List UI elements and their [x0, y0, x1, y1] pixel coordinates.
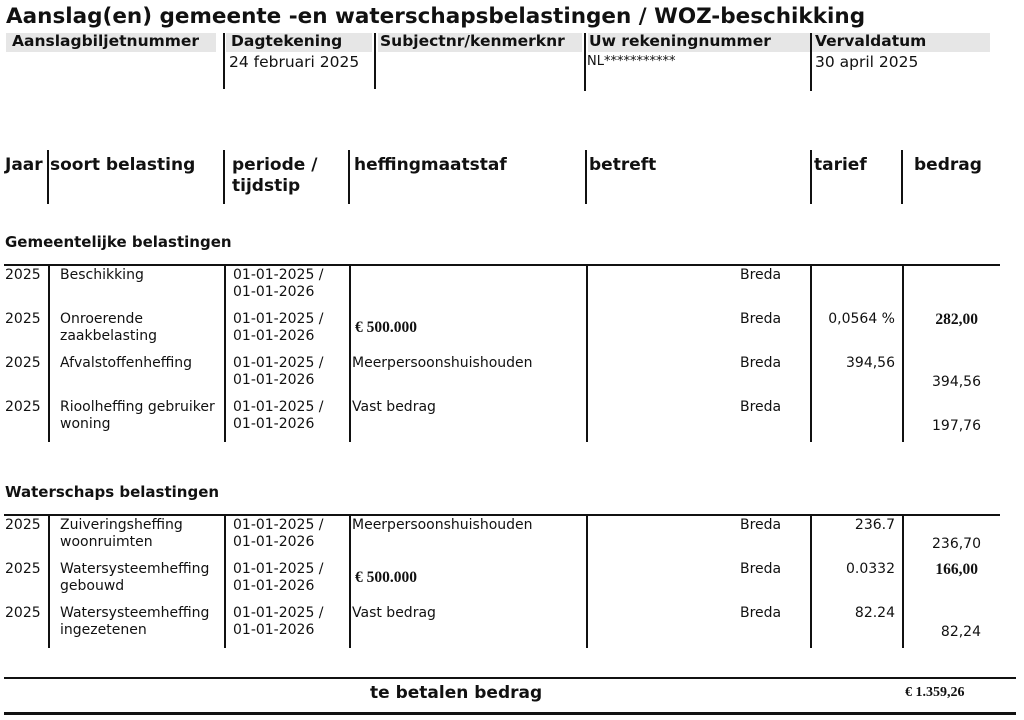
section-rule: [4, 264, 1000, 266]
column-divider: [810, 264, 812, 442]
divider: [374, 33, 376, 89]
cell-bedrag: 394,56: [932, 374, 981, 390]
cell-bedrag: 197,76: [932, 418, 981, 434]
cell-periode: 01-01-2026: [233, 578, 315, 594]
divider: [901, 150, 903, 204]
cell-periode: 01-01-2025 /: [233, 311, 324, 327]
cell-periode: 01-01-2026: [233, 328, 315, 344]
cell-periode: 01-01-2025 /: [233, 267, 324, 283]
column-divider: [902, 264, 904, 442]
cell-periode: 01-01-2025 /: [233, 561, 324, 577]
cell-soort-belasting: Beschikking: [60, 267, 144, 283]
column-header-soort: soort belasting: [50, 155, 196, 175]
column-header-periode-line1: periode /: [232, 155, 318, 175]
cell-periode: 01-01-2025 /: [233, 399, 324, 415]
cell-soort-belasting: gebouwd: [60, 578, 125, 594]
total-top-rule: [4, 677, 1016, 679]
column-header-periode: [232, 155, 317, 197]
cell-soort-belasting: Watersysteemheffing: [60, 561, 210, 577]
dagtekening-label: Dagtekening: [231, 32, 343, 50]
cell-betreft: Breda: [740, 517, 782, 533]
cell-bedrag: 282,00: [935, 311, 978, 328]
cell-jaar: 2025: [5, 399, 41, 415]
column-divider: [48, 514, 50, 648]
cell-jaar: 2025: [5, 561, 41, 577]
column-divider: [224, 264, 226, 442]
cell-jaar: 2025: [5, 267, 41, 283]
cell-periode: 01-01-2025 /: [233, 355, 324, 371]
cell-tarief: 394,56: [846, 355, 895, 371]
cell-betreft: Breda: [740, 605, 782, 621]
section-title: Gemeentelijke belastingen: [5, 233, 232, 251]
total-bottom-rule: [4, 712, 1016, 715]
cell-tarief: 236.7: [854, 517, 895, 533]
cell-periode: 01-01-2026: [233, 534, 315, 550]
cell-periode: 01-01-2026: [233, 416, 315, 432]
cell-tarief: 0,0564 %: [828, 311, 895, 327]
column-divider: [349, 514, 351, 648]
divider: [810, 150, 812, 204]
column-divider: [810, 514, 812, 648]
aanslagbiljetnummer-label: Aanslagbiljetnummer: [12, 32, 200, 50]
cell-soort-belasting: Afvalstoffenheffing: [60, 355, 193, 371]
cell-soort-belasting: zaakbelasting: [60, 328, 158, 344]
cell-soort-belasting: Watersysteemheffing: [60, 605, 210, 621]
subjectnr-label: Subjectnr/kenmerknr: [380, 32, 565, 50]
column-header-bedrag: bedrag: [914, 155, 982, 175]
column-header-jaar: Jaar: [5, 155, 43, 175]
cell-soort-belasting: woonruimten: [60, 534, 153, 550]
column-divider: [224, 514, 226, 648]
dagtekening-value: 24 februari 2025: [229, 53, 360, 71]
column-divider: [349, 264, 351, 442]
cell-heffingmaatstaf: € 500.000: [355, 319, 417, 336]
cell-heffingmaatstaf: € 500.000: [355, 569, 417, 586]
cell-heffingmaatstaf: Meerpersoonshuishouden: [352, 517, 533, 533]
divider: [584, 33, 586, 91]
cell-periode: 01-01-2026: [233, 622, 315, 638]
cell-periode: 01-01-2025 /: [233, 605, 324, 621]
divider: [223, 150, 225, 204]
divider: [585, 150, 587, 204]
column-divider: [586, 514, 588, 648]
cell-heffingmaatstaf: Meerpersoonshuishouden: [352, 355, 533, 371]
vervaldatum-value: 30 april 2025: [815, 53, 919, 71]
cell-jaar: 2025: [5, 517, 41, 533]
cell-betreft: Breda: [740, 399, 782, 415]
total-label: te betalen bedrag: [370, 683, 543, 703]
column-header-tarief: tarief: [814, 155, 867, 175]
divider: [223, 33, 225, 89]
cell-tarief: 0.0332: [846, 561, 895, 577]
column-divider: [902, 514, 904, 648]
cell-jaar: 2025: [5, 605, 41, 621]
column-divider: [586, 264, 588, 442]
section-rule: [4, 514, 1000, 516]
cell-betreft: Breda: [740, 311, 782, 327]
rekeningnummer-value: NL***********: [587, 54, 676, 69]
cell-soort-belasting: woning: [60, 416, 111, 432]
divider: [810, 33, 812, 91]
cell-bedrag: 166,00: [935, 561, 978, 578]
cell-jaar: 2025: [5, 311, 41, 327]
cell-soort-belasting: ingezetenen: [60, 622, 147, 638]
vervaldatum-label: Vervaldatum: [815, 32, 927, 50]
column-header-heffingmaatstaf: heffingmaatstaf: [354, 155, 507, 175]
section-title: Waterschaps belastingen: [5, 483, 220, 501]
cell-heffingmaatstaf: Vast bedrag: [352, 605, 436, 621]
column-divider: [48, 264, 50, 442]
column-header-periode-line2: tijdstip: [232, 176, 301, 196]
cell-periode: 01-01-2026: [233, 284, 315, 300]
cell-bedrag: 82,24: [940, 624, 981, 640]
divider: [47, 150, 49, 204]
cell-betreft: Breda: [740, 267, 782, 283]
cell-soort-belasting: Zuiveringsheffing: [60, 517, 183, 533]
cell-soort-belasting: Rioolheffing gebruiker: [60, 399, 215, 415]
cell-periode: 01-01-2025 /: [233, 517, 324, 533]
cell-periode: 01-01-2026: [233, 372, 315, 388]
cell-soort-belasting: Onroerende: [60, 311, 143, 327]
document-title: Aanslag(en) gemeente -en waterschapsbelastingen / WOZ-beschikking: [6, 4, 866, 29]
cell-heffingmaatstaf: Vast bedrag: [352, 399, 436, 415]
cell-tarief: 82.24: [854, 605, 895, 621]
cell-jaar: 2025: [5, 355, 41, 371]
cell-betreft: Breda: [740, 561, 782, 577]
cell-bedrag: 236,70: [932, 536, 981, 552]
total-amount: € 1.359,26: [905, 685, 965, 700]
divider: [348, 150, 350, 204]
cell-betreft: Breda: [740, 355, 782, 371]
column-header-betreft: betreft: [589, 155, 657, 175]
rekeningnummer-label: Uw rekeningnummer: [589, 32, 771, 50]
